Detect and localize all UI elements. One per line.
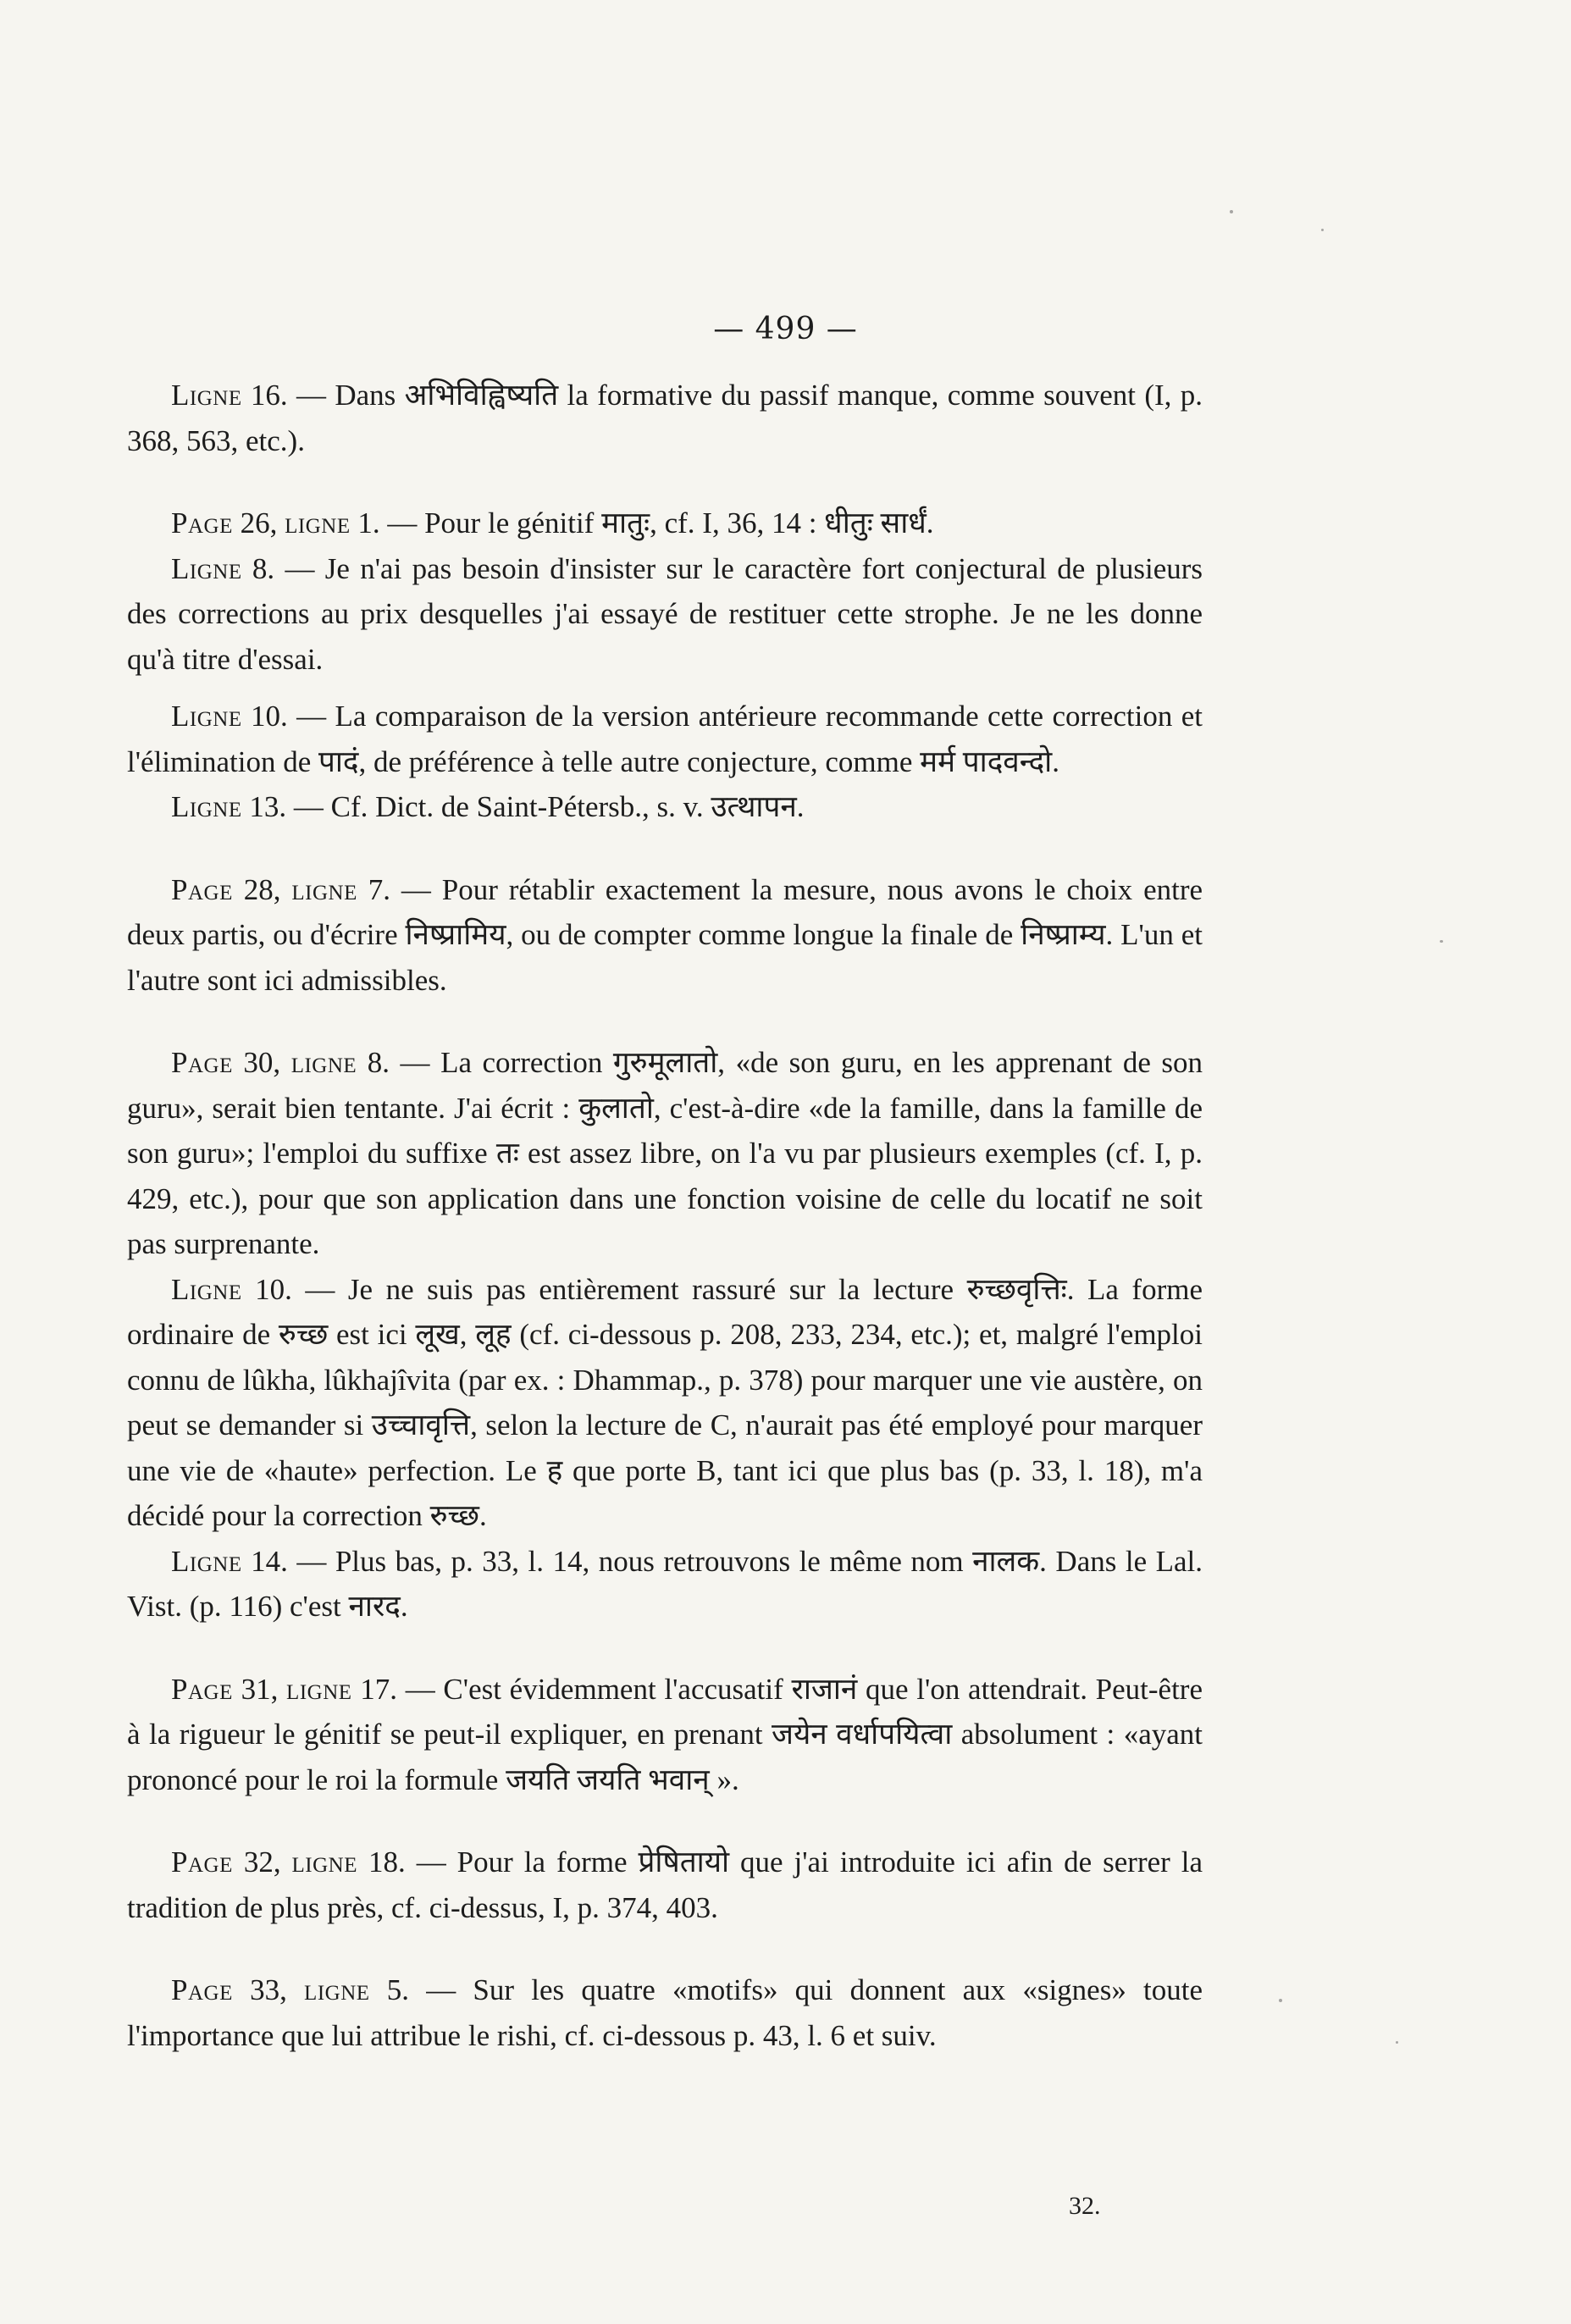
note-label: ligne	[290, 1046, 357, 1079]
note-page-28-ligne-7	[127, 867, 1203, 1004]
note-label: ligne	[304, 1973, 370, 2006]
page-number-header: — 499 —	[713, 312, 858, 346]
note-page-label: Page	[171, 1973, 233, 2006]
note-text: — C'est évidemment l'accusatif राजानं que l'on attendrait. Peut-être à la rigueur le génitif se peut-il expliquer, en prenant जयेन वर्धापयित्वा absolument : «ayant prononcé pour le roi la formule जयति जयति भवान् ».	[127, 1672, 1203, 1796]
note-page-label: Page	[171, 506, 233, 540]
note-page-label: Page	[171, 872, 233, 906]
note-page-number: 31,	[232, 1672, 287, 1706]
note-label: ligne	[286, 1672, 352, 1706]
note-number: 13.	[241, 790, 287, 823]
note-label: ligne	[285, 506, 351, 540]
note-label: ligne	[291, 872, 357, 906]
note-label: Ligne	[171, 379, 242, 412]
note-number: 8.	[357, 1046, 390, 1079]
note-page-number: 32,	[232, 1845, 292, 1879]
scan-speck	[1321, 229, 1324, 231]
note-label: Ligne	[171, 790, 242, 823]
note-page-26-ligne-1	[127, 501, 1203, 546]
notes-body	[127, 373, 1203, 2058]
note-text: — Plus bas, p. 33, l. 14, nous retrouvons le même nom नालक. Dans le Lal. Vist. (p. 116) c'est नारद.	[127, 1544, 1203, 1623]
note-number: 8.	[241, 551, 275, 585]
note-number: 10.	[241, 1272, 292, 1306]
note-label: Ligne	[171, 551, 242, 585]
scan-speck	[1440, 940, 1443, 943]
note-page-33-ligne-5	[127, 1967, 1203, 2058]
note-page-label: Page	[171, 1046, 233, 1079]
note-page-number: 33,	[232, 1973, 305, 2006]
note-text: — Je ne suis pas entièrement rassuré sur la lecture रुच्छवृत्तिः. La forme ordinaire de रुच्छ est ici लूख, लूह (cf. ci-dessous p. 208, 233, 234, etc.); et, malgré l'emploi connu de lûkha, lûkhajîvita (par ex. : Dhammap., p. 378) pour marquer une vie austère, on peut se demander si उच्चावृत्ति, selon la lecture de C, n'aurait pas été employé pour marquer une vie de «haute» perfection. Le ह que porte B, tant ici que plus bas (p. 33, l. 18), m'a décidé pour la correction रुच्छ.	[127, 1272, 1203, 1532]
note-page-label: Page	[171, 1845, 233, 1879]
note-ligne-10	[127, 694, 1203, 784]
note-page-number: 28,	[232, 872, 292, 906]
note-number: 5.	[369, 1973, 409, 2006]
note-text: — Cf. Dict. de Saint-Pétersb., s. v. उत्थापन.	[286, 790, 805, 823]
note-ligne-10b	[127, 1267, 1203, 1539]
note-number: 14.	[241, 1544, 288, 1578]
note-label: Ligne	[171, 700, 242, 733]
scan-speck	[1279, 1999, 1282, 2002]
note-number: 7.	[357, 872, 390, 906]
note-text: — Je n'ai pas besoin d'insister sur le caractère fort conjectural de plusieurs des corrections au prix desquelles j'ai essayé de restituer cette strophe. Je ne les donne qu'à titre d'essai.	[127, 551, 1203, 676]
note-ligne-14	[127, 1539, 1203, 1630]
note-number: 16.	[241, 379, 288, 412]
note-page-number: 26,	[232, 506, 285, 540]
note-text: — Dans अभिविह्विष्यति la formative du passif manque, comme souvent (I, p. 368, 563, etc.).	[127, 379, 1203, 457]
note-page-30-ligne-8	[127, 1040, 1203, 1267]
note-ligne-16	[127, 373, 1203, 463]
note-number: 1.	[350, 506, 380, 540]
scan-speck	[1230, 210, 1233, 213]
note-page-32-ligne-18	[127, 1840, 1203, 1930]
note-label: ligne	[291, 1845, 358, 1879]
note-text: — Pour la forme प्रेषितायो que j'ai introduite ici afin de serrer la tradition de plus près, cf. ci-dessus, I, p. 374, 403.	[127, 1845, 1203, 1924]
note-ligne-8	[127, 546, 1203, 683]
note-label: Ligne	[171, 1544, 242, 1578]
note-text: — La comparaison de la version antérieure recommande cette correction et l'élimination de पादं, de préférence à telle autre conjecture, comme मर्म पादवन्दो.	[127, 700, 1203, 778]
note-number: 18.	[357, 1845, 406, 1879]
note-page-number: 30,	[232, 1046, 291, 1079]
note-page-label: Page	[171, 1672, 233, 1706]
note-text: — Pour le génitif मातुः, cf. I, 36, 14 : धीतुः सार्धं.	[379, 506, 934, 540]
note-text: — La correction गुरुमूलातो, «de son guru, en les apprenant de son guru», serait bien tentante. J'ai écrit : कुलातो, c'est-à-dire «de la famille, dans la famille de son guru»; l'emploi du suffixe तः est assez libre, on l'a vu par plusieurs exemples (cf. I, p. 429, etc.), pour que son application dans une fonction voisine de celle du locatif ne soit pas surprenante.	[127, 1046, 1203, 1260]
note-page-31-ligne-17	[127, 1667, 1203, 1803]
note-ligne-13	[127, 784, 1203, 830]
note-text: — Sur les quatre «motifs» qui donnent aux «signes» toute l'importance que lui attribue le rishi, cf. ci-dessous p. 43, l. 6 et suiv.	[127, 1973, 1203, 2052]
scan-speck	[1396, 2041, 1398, 2044]
signature-mark: 32.	[1069, 2192, 1101, 2220]
note-number: 17.	[351, 1672, 397, 1706]
note-number: 10.	[241, 700, 288, 733]
note-label: Ligne	[171, 1272, 242, 1306]
note-text: — Pour rétablir exactement la mesure, nous avons le choix entre deux partis, ou d'écrire निष्प्रामिय, ou de compter comme longue la finale de निष्प्राम्य. L'un et l'autre sont ici admissibles.	[127, 872, 1203, 997]
